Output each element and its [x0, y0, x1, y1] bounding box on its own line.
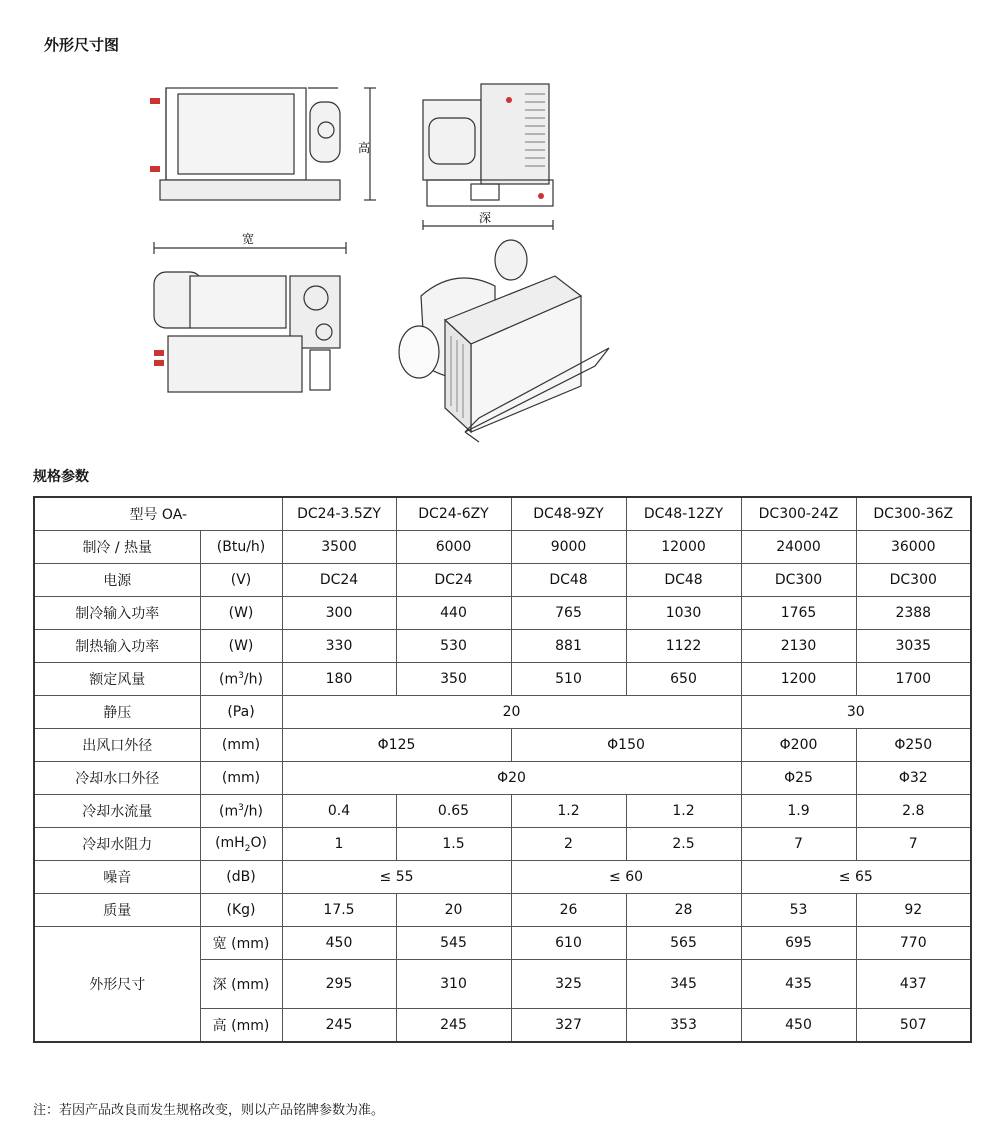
- table-cell: 20: [282, 696, 741, 729]
- row-label: 质量: [34, 894, 200, 927]
- row-unit: 高 (mm): [200, 1009, 282, 1043]
- row-label: 静压: [34, 696, 200, 729]
- unit-text: /h): [243, 803, 263, 820]
- table-row: [34, 597, 971, 630]
- table-cell: 345: [626, 960, 741, 1009]
- table-cell: 435: [741, 960, 856, 1009]
- table-cell: 92: [856, 894, 971, 927]
- table-cell: 507: [856, 1009, 971, 1043]
- table-cell: 7: [741, 828, 856, 861]
- table-cell: DC48: [511, 564, 626, 597]
- table-cell: 695: [741, 927, 856, 960]
- table-cell: 3500: [282, 531, 396, 564]
- table-row: [34, 630, 971, 663]
- table-cell: DC24: [396, 564, 511, 597]
- row-unit: (mm): [200, 729, 282, 762]
- row-unit: [200, 795, 282, 828]
- table-row: [34, 663, 971, 696]
- model-name: DC48-12ZY: [626, 497, 741, 531]
- table-cell: 610: [511, 927, 626, 960]
- unit-text: (mH: [215, 834, 245, 851]
- height-label: 高: [358, 141, 371, 155]
- table-cell: 295: [282, 960, 396, 1009]
- table-cell: 1.2: [511, 795, 626, 828]
- row-label: 制冷 / 热量: [34, 531, 200, 564]
- table-cell: 53: [741, 894, 856, 927]
- table-cell: 765: [511, 597, 626, 630]
- unit-subscript: 2: [244, 843, 251, 854]
- unit-superscript: 3: [238, 670, 244, 681]
- model-name: DC300-36Z: [856, 497, 971, 531]
- footnote: 注：若因产品改良而发生规格改变，则以产品铭牌参数为准。: [33, 1103, 385, 1118]
- table-cell: 1765: [741, 597, 856, 630]
- table-header-row: [34, 497, 971, 531]
- table-cell: 545: [396, 927, 511, 960]
- table-cell: ≤ 55: [282, 861, 511, 894]
- row-unit: [200, 828, 282, 861]
- row-unit: (W): [200, 597, 282, 630]
- row-label: 冷却水流量: [34, 795, 200, 828]
- table-cell: 28: [626, 894, 741, 927]
- table-cell: 350: [396, 663, 511, 696]
- table-cell: 1.9: [741, 795, 856, 828]
- table-cell: 530: [396, 630, 511, 663]
- unit-text: (m: [219, 671, 239, 688]
- table-cell: DC24: [282, 564, 396, 597]
- row-unit: 宽 (mm): [200, 927, 282, 960]
- table-cell: 20: [396, 894, 511, 927]
- table-cell: 881: [511, 630, 626, 663]
- table-cell: 1200: [741, 663, 856, 696]
- row-label: 电源: [34, 564, 200, 597]
- table-cell: Φ20: [282, 762, 741, 795]
- table-cell: 2.8: [856, 795, 971, 828]
- table-cell: 650: [626, 663, 741, 696]
- table-cell: 245: [282, 1009, 396, 1043]
- table-cell: 3035: [856, 630, 971, 663]
- table-cell: 1700: [856, 663, 971, 696]
- table-cell: 6000: [396, 531, 511, 564]
- table-cell: 1122: [626, 630, 741, 663]
- table-row: [34, 795, 971, 828]
- table-cell: ≤ 65: [741, 861, 971, 894]
- front-view-drawing: [148, 80, 380, 208]
- table-cell: 510: [511, 663, 626, 696]
- table-cell: 327: [511, 1009, 626, 1043]
- model-name: DC24-3.5ZY: [282, 497, 396, 531]
- table-cell: 1: [282, 828, 396, 861]
- row-unit: (V): [200, 564, 282, 597]
- table-cell: 0.4: [282, 795, 396, 828]
- row-unit: (Pa): [200, 696, 282, 729]
- table-cell: 1.5: [396, 828, 511, 861]
- row-label: 制热输入功率: [34, 630, 200, 663]
- table-cell: ≤ 60: [511, 861, 741, 894]
- table-cell: 12000: [626, 531, 741, 564]
- table-cell: 7: [856, 828, 971, 861]
- table-cell: DC48: [626, 564, 741, 597]
- model-label: 型号 OA-: [34, 497, 282, 531]
- table-cell: Φ125: [282, 729, 511, 762]
- table-cell: 2388: [856, 597, 971, 630]
- model-name: DC300-24Z: [741, 497, 856, 531]
- row-label: 冷却水阻力: [34, 828, 200, 861]
- table-cell: 2: [511, 828, 626, 861]
- unit-superscript: 3: [238, 802, 244, 813]
- table-row: [34, 861, 971, 894]
- width-label: 宽: [242, 232, 255, 246]
- unit-text: (m: [219, 803, 239, 820]
- row-unit: (Btu/h): [200, 531, 282, 564]
- table-cell: 1030: [626, 597, 741, 630]
- table-cell: Φ32: [856, 762, 971, 795]
- dimension-drawing-heading: 外形尺寸图: [44, 36, 120, 54]
- unit-text: O): [250, 834, 267, 851]
- row-unit: [200, 663, 282, 696]
- model-name: DC24-6ZY: [396, 497, 511, 531]
- table-cell: 245: [396, 1009, 511, 1043]
- row-label: 冷却水口外径: [34, 762, 200, 795]
- table-cell: 325: [511, 960, 626, 1009]
- row-unit: (dB): [200, 861, 282, 894]
- table-cell: 26: [511, 894, 626, 927]
- row-label: 额定风量: [34, 663, 200, 696]
- table-cell: 180: [282, 663, 396, 696]
- table-row: [34, 531, 971, 564]
- table-cell: 330: [282, 630, 396, 663]
- table-cell: 353: [626, 1009, 741, 1043]
- depth-label: 深: [479, 211, 492, 225]
- row-label: 噪音: [34, 861, 200, 894]
- table-cell: 17.5: [282, 894, 396, 927]
- table-cell: 310: [396, 960, 511, 1009]
- table-cell: DC300: [856, 564, 971, 597]
- table-cell: 770: [856, 927, 971, 960]
- table-cell: 437: [856, 960, 971, 1009]
- table-cell: 1.2: [626, 795, 741, 828]
- unit-text: /h): [243, 671, 263, 688]
- spec-heading: 规格参数: [33, 469, 89, 485]
- table-cell: 300: [282, 597, 396, 630]
- table-cell: Φ150: [511, 729, 741, 762]
- table-cell: Φ25: [741, 762, 856, 795]
- row-unit: 深 (mm): [200, 960, 282, 1009]
- table-cell: 450: [741, 1009, 856, 1043]
- table-cell: Φ250: [856, 729, 971, 762]
- model-name: DC48-9ZY: [511, 497, 626, 531]
- table-cell: 9000: [511, 531, 626, 564]
- table-cell: DC300: [741, 564, 856, 597]
- table-cell: 2130: [741, 630, 856, 663]
- table-row: [34, 696, 971, 729]
- table-cell: 24000: [741, 531, 856, 564]
- top-view-drawing: [140, 232, 360, 402]
- table-cell: 565: [626, 927, 741, 960]
- row-unit: (W): [200, 630, 282, 663]
- table-row: [34, 927, 971, 960]
- table-row: [34, 729, 971, 762]
- row-unit: (Kg): [200, 894, 282, 927]
- row-label: 制冷输入功率: [34, 597, 200, 630]
- row-unit: (mm): [200, 762, 282, 795]
- table-cell: 0.65: [396, 795, 511, 828]
- table-cell: 36000: [856, 531, 971, 564]
- table-cell: 30: [741, 696, 971, 729]
- spec-table: [33, 496, 972, 1043]
- table-cell: 2.5: [626, 828, 741, 861]
- table-cell: 440: [396, 597, 511, 630]
- isometric-view-drawing: [385, 236, 617, 448]
- table-row: [34, 894, 971, 927]
- side-view-drawing: [415, 80, 565, 230]
- row-label: 出风口外径: [34, 729, 200, 762]
- table-cell: 450: [282, 927, 396, 960]
- table-row: [34, 564, 971, 597]
- row-label: 外形尺寸: [34, 927, 200, 1043]
- table-row: [34, 762, 971, 795]
- table-cell: Φ200: [741, 729, 856, 762]
- table-row: [34, 828, 971, 861]
